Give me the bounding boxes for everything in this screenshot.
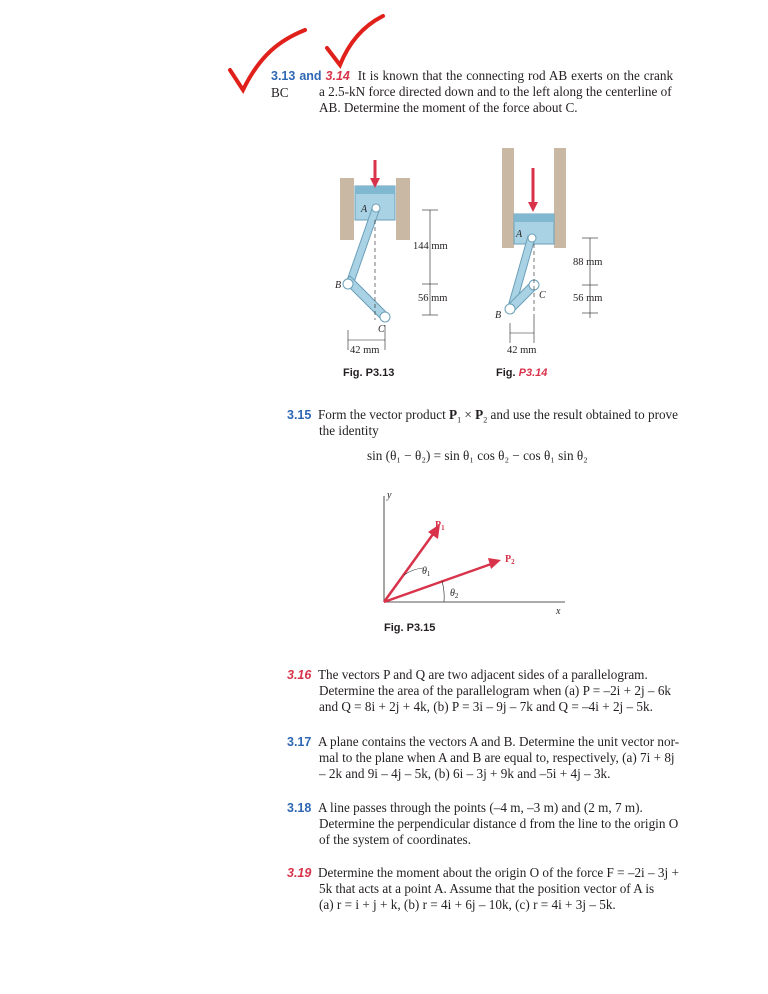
label-B: B bbox=[335, 280, 342, 291]
cylinder-wall-right bbox=[396, 178, 410, 240]
dim-88: 88 mm bbox=[573, 257, 603, 268]
caption-p3-15: Fig. P3.15 bbox=[384, 622, 436, 634]
label-B: B bbox=[495, 310, 502, 321]
label-C: C bbox=[539, 290, 546, 301]
problem-3-15: 3.15 Form the vector product $P_1 \times P_2$ and use the result obtained to prove bbox=[287, 407, 679, 425]
identity-equation: sin (θ₁ − θ₂) = sin θ₁ cos θ₂ − cos θ₁ sin θ₂ bbox=[367, 448, 588, 463]
label-A: A bbox=[361, 204, 368, 215]
problem-number: 3.19 bbox=[287, 866, 312, 880]
problem-3-18: 3.18 A line passes through the points (–4 m, –3 m) and (2 m, 7 m). bbox=[287, 800, 643, 815]
figure-p3-15 bbox=[370, 488, 570, 623]
problem-number: 3.18 bbox=[287, 801, 312, 815]
problem-3-13-line3: AB. Determine the moment of the force about C. bbox=[319, 100, 578, 115]
vector-P2 bbox=[384, 563, 494, 602]
dim-56: 56 mm bbox=[418, 293, 448, 304]
svg-text:P2: $P_2$ bbox=[505, 554, 515, 566]
problem-number: 3.13 bbox=[271, 69, 296, 83]
svg-text:θ1: $\theta_1$ bbox=[422, 566, 431, 578]
problem-3-19: 3.19 Determine the moment about the origin O of the force F = –2i – 3j + bbox=[287, 865, 679, 880]
problem-3-16: 3.16 The vectors P and Q are two adjacent sides of a parallelogram. bbox=[287, 667, 648, 682]
caption-p3-13: Fig. P3.13 bbox=[343, 367, 395, 379]
label-A: A bbox=[516, 229, 523, 240]
figure-p3-13 bbox=[330, 160, 450, 360]
problem-3-15-line2: the identity bbox=[319, 423, 379, 438]
problem-number: 3.16 bbox=[287, 668, 312, 682]
dim-42: 42 mm bbox=[350, 345, 380, 356]
problem-3-17: 3.17 A plane contains the vectors A and B. Determine the unit vector nor- bbox=[287, 734, 680, 749]
problem-number: 3.17 bbox=[287, 735, 312, 749]
vector-P1 bbox=[384, 530, 436, 602]
axis-y-label: y bbox=[387, 490, 392, 501]
axis-x-label: x bbox=[556, 606, 561, 617]
svg-text:θ2: $\theta_2$ bbox=[450, 588, 459, 600]
dim-56: 56 mm bbox=[573, 293, 603, 304]
problem-number: 3.15 bbox=[287, 408, 312, 422]
cylinder-wall-right bbox=[554, 148, 566, 248]
figure-p3-14 bbox=[490, 148, 620, 348]
cylinder-wall-left bbox=[340, 178, 354, 240]
problem-3-13-line2: a 2.5-kN force directed down and to the left along the centerline of bbox=[319, 84, 672, 99]
problem-3-13: 3.13 and 3.14 It is known that the connecting rod AB exerts on the crank BC bbox=[271, 68, 674, 100]
label-C: C bbox=[378, 324, 385, 335]
cylinder-wall-left bbox=[502, 148, 514, 248]
caption-p3-14: Fig. P3.14 bbox=[496, 367, 548, 379]
dim-42: 42 mm bbox=[507, 345, 537, 356]
dim-144: 144 mm bbox=[413, 241, 448, 252]
svg-text:P1: $P_1$ bbox=[435, 520, 445, 532]
